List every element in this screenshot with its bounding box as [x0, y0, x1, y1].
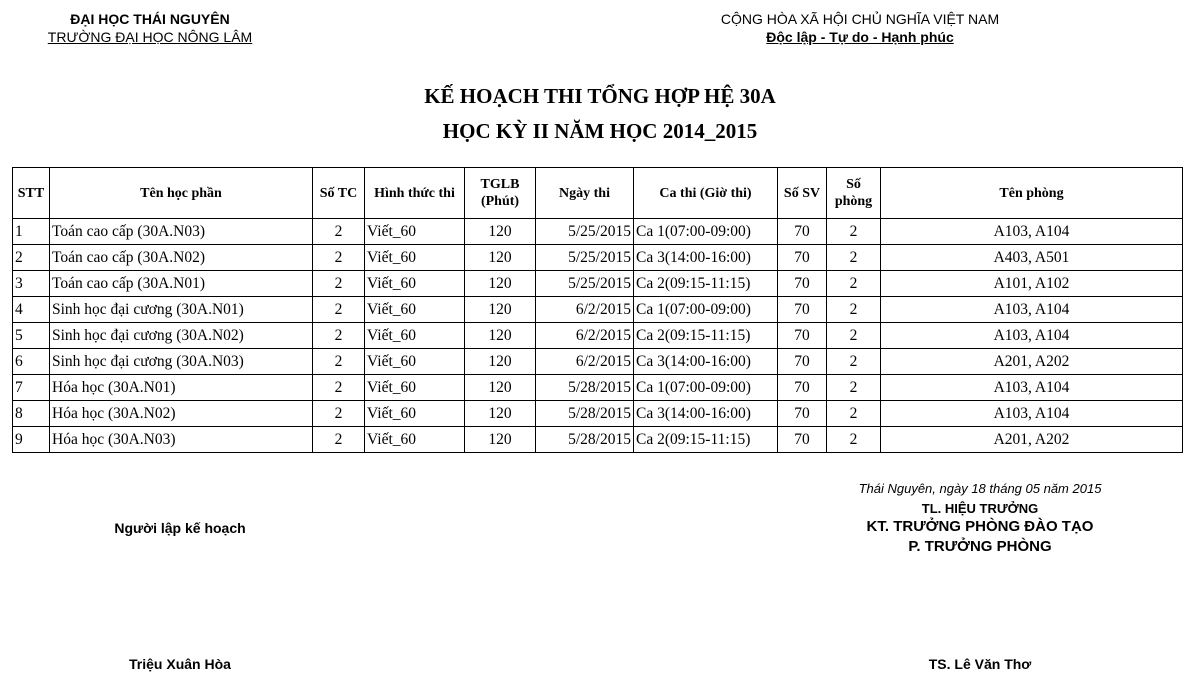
- cell-so-tc: 2: [313, 401, 365, 427]
- cell-so-phong: 2: [827, 349, 881, 375]
- table-row: [13, 427, 1183, 453]
- cell-tglb: 120: [465, 219, 536, 245]
- motto: Độc lập - Tự do - Hạnh phúc: [766, 29, 954, 45]
- cell-stt: 4: [13, 297, 50, 323]
- cell-ngay-thi: 5/28/2015: [536, 427, 634, 453]
- cell-so-sv: 70: [778, 401, 827, 427]
- cell-so-tc: 2: [313, 349, 365, 375]
- cell-ten-phong: A201, A202: [881, 349, 1183, 375]
- col-header-tglb: TGLB (Phút): [465, 168, 536, 219]
- cell-ten-phong: A103, A104: [881, 219, 1183, 245]
- cell-ten-phong: A403, A501: [881, 245, 1183, 271]
- table-row: [13, 323, 1183, 349]
- cell-ten-phong: A103, A104: [881, 297, 1183, 323]
- cell-stt: 9: [13, 427, 50, 453]
- doc-title: KẾ HOẠCH THI TỔNG HỢP HỆ 30A: [424, 84, 776, 108]
- col-header-so-phong: Số phòng: [827, 168, 881, 219]
- cell-so-tc: 2: [313, 219, 365, 245]
- signing-date: Thái Nguyên, ngày 18 tháng 05 năm 2015: [858, 481, 1102, 496]
- col-header-ten-phong: Tên phòng: [881, 168, 1183, 219]
- cell-so-phong: 2: [827, 219, 881, 245]
- cell-so-sv: 70: [778, 297, 827, 323]
- signer-tl: TL. HIỆU TRƯỞNG: [921, 501, 1039, 516]
- cell-ten-hoc-phan: Hóa học (30A.N01): [50, 375, 313, 401]
- header-left: [30, 10, 270, 46]
- doc-subtitle: HỌC KỲ II NĂM HỌC 2014_2015: [442, 119, 758, 143]
- cell-tglb: 120: [465, 297, 536, 323]
- cell-hinh-thuc: Viết_60: [365, 297, 465, 323]
- cell-so-phong: 2: [827, 375, 881, 401]
- cell-ten-hoc-phan: Sinh học đại cương (30A.N01): [50, 297, 313, 323]
- cell-ten-hoc-phan: Sinh học đại cương (30A.N03): [50, 349, 313, 375]
- cell-so-tc: 2: [313, 271, 365, 297]
- cell-so-sv: 70: [778, 219, 827, 245]
- cell-hinh-thuc: Viết_60: [365, 427, 465, 453]
- cell-so-sv: 70: [778, 375, 827, 401]
- cell-hinh-thuc: Viết_60: [365, 271, 465, 297]
- cell-ca-thi: Ca 2(09:15-11:15): [634, 323, 778, 349]
- cell-so-phong: 2: [827, 401, 881, 427]
- cell-ca-thi: Ca 3(14:00-16:00): [634, 401, 778, 427]
- cell-ngay-thi: 6/2/2015: [536, 323, 634, 349]
- preparer-name: Triệu Xuân Hòa: [129, 656, 231, 672]
- cell-tglb: 120: [465, 245, 536, 271]
- cell-so-phong: 2: [827, 427, 881, 453]
- cell-ca-thi: Ca 1(07:00-09:00): [634, 219, 778, 245]
- cell-so-sv: 70: [778, 271, 827, 297]
- cell-ngay-thi: 5/25/2015: [536, 219, 634, 245]
- cell-ten-hoc-phan: Sinh học đại cương (30A.N02): [50, 323, 313, 349]
- cell-hinh-thuc: Viết_60: [365, 349, 465, 375]
- cell-stt: 2: [13, 245, 50, 271]
- col-header-stt: STT: [13, 168, 50, 219]
- table-row: [13, 297, 1183, 323]
- cell-ten-phong: A101, A102: [881, 271, 1183, 297]
- table-row: [13, 245, 1183, 271]
- cell-ten-hoc-phan: Hóa học (30A.N02): [50, 401, 313, 427]
- cell-ten-hoc-phan: Hóa học (30A.N03): [50, 427, 313, 453]
- cell-ca-thi: Ca 3(14:00-16:00): [634, 349, 778, 375]
- cell-stt: 1: [13, 219, 50, 245]
- cell-ca-thi: Ca 2(09:15-11:15): [634, 427, 778, 453]
- cell-so-phong: 2: [827, 245, 881, 271]
- cell-so-phong: 2: [827, 323, 881, 349]
- cell-ten-hoc-phan: Toán cao cấp (30A.N01): [50, 271, 313, 297]
- exam-plan-table: [12, 167, 1183, 453]
- university-name: ĐẠI HỌC THÁI NGUYÊN: [70, 11, 230, 27]
- cell-ca-thi: Ca 1(07:00-09:00): [634, 375, 778, 401]
- table-header-row: [13, 168, 1183, 219]
- cell-ngay-thi: 6/2/2015: [536, 349, 634, 375]
- cell-so-sv: 70: [778, 245, 827, 271]
- cell-ngay-thi: 5/28/2015: [536, 375, 634, 401]
- country-name: CỘNG HÒA XÃ HỘI CHỦ NGHĨA VIỆT NAM: [720, 11, 1000, 27]
- signer-name: TS. Lê Văn Thơ: [928, 656, 1032, 672]
- cell-ten-hoc-phan: Toán cao cấp (30A.N02): [50, 245, 313, 271]
- cell-hinh-thuc: Viết_60: [365, 375, 465, 401]
- preparer-title: Người lập kế hoạch: [114, 520, 246, 536]
- cell-tglb: 120: [465, 349, 536, 375]
- cell-tglb: 120: [465, 375, 536, 401]
- cell-ngay-thi: 5/28/2015: [536, 401, 634, 427]
- col-header-ngay-thi: Ngày thi: [536, 168, 634, 219]
- cell-tglb: 120: [465, 401, 536, 427]
- col-header-so-tc: Số TC: [313, 168, 365, 219]
- cell-hinh-thuc: Viết_60: [365, 401, 465, 427]
- cell-so-sv: 70: [778, 323, 827, 349]
- cell-stt: 8: [13, 401, 50, 427]
- signer-position: P. TRƯỞNG PHÒNG: [908, 538, 1052, 555]
- cell-so-tc: 2: [313, 245, 365, 271]
- cell-ca-thi: Ca 2(09:15-11:15): [634, 271, 778, 297]
- cell-ten-phong: A103, A104: [881, 375, 1183, 401]
- cell-stt: 7: [13, 375, 50, 401]
- cell-so-tc: 2: [313, 427, 365, 453]
- col-header-so-sv: Số SV: [778, 168, 827, 219]
- cell-ca-thi: Ca 1(07:00-09:00): [634, 297, 778, 323]
- cell-stt: 6: [13, 349, 50, 375]
- cell-ten-phong: A201, A202: [881, 427, 1183, 453]
- table-row: [13, 219, 1183, 245]
- col-header-hinh-thuc-thi: Hình thức thi: [365, 168, 465, 219]
- cell-tglb: 120: [465, 271, 536, 297]
- header-right: [680, 10, 1040, 46]
- cell-so-sv: 70: [778, 427, 827, 453]
- cell-tglb: 120: [465, 323, 536, 349]
- signer-kt: KT. TRƯỞNG PHÒNG ĐÀO TẠO: [866, 518, 1094, 535]
- cell-ca-thi: Ca 3(14:00-16:00): [634, 245, 778, 271]
- cell-so-phong: 2: [827, 271, 881, 297]
- cell-tglb: 120: [465, 427, 536, 453]
- cell-so-tc: 2: [313, 375, 365, 401]
- cell-ten-hoc-phan: Toán cao cấp (30A.N03): [50, 219, 313, 245]
- table-row: [13, 401, 1183, 427]
- cell-hinh-thuc: Viết_60: [365, 219, 465, 245]
- col-header-ca-thi: Ca thi (Giờ thi): [634, 168, 778, 219]
- cell-hinh-thuc: Viết_60: [365, 245, 465, 271]
- cell-so-tc: 2: [313, 323, 365, 349]
- school-name: TRƯỜNG ĐẠI HỌC NÔNG LÂM: [47, 29, 253, 45]
- cell-ngay-thi: 5/25/2015: [536, 271, 634, 297]
- cell-stt: 3: [13, 271, 50, 297]
- cell-so-sv: 70: [778, 349, 827, 375]
- cell-hinh-thuc: Viết_60: [365, 323, 465, 349]
- cell-ten-phong: A103, A104: [881, 323, 1183, 349]
- col-header-ten-hoc-phan: Tên học phần: [50, 168, 313, 219]
- cell-ngay-thi: 5/25/2015: [536, 245, 634, 271]
- cell-so-tc: 2: [313, 297, 365, 323]
- table-row: [13, 375, 1183, 401]
- table-row: [13, 271, 1183, 297]
- cell-ngay-thi: 6/2/2015: [536, 297, 634, 323]
- table-row: [13, 349, 1183, 375]
- cell-ten-phong: A103, A104: [881, 401, 1183, 427]
- cell-so-phong: 2: [827, 297, 881, 323]
- cell-stt: 5: [13, 323, 50, 349]
